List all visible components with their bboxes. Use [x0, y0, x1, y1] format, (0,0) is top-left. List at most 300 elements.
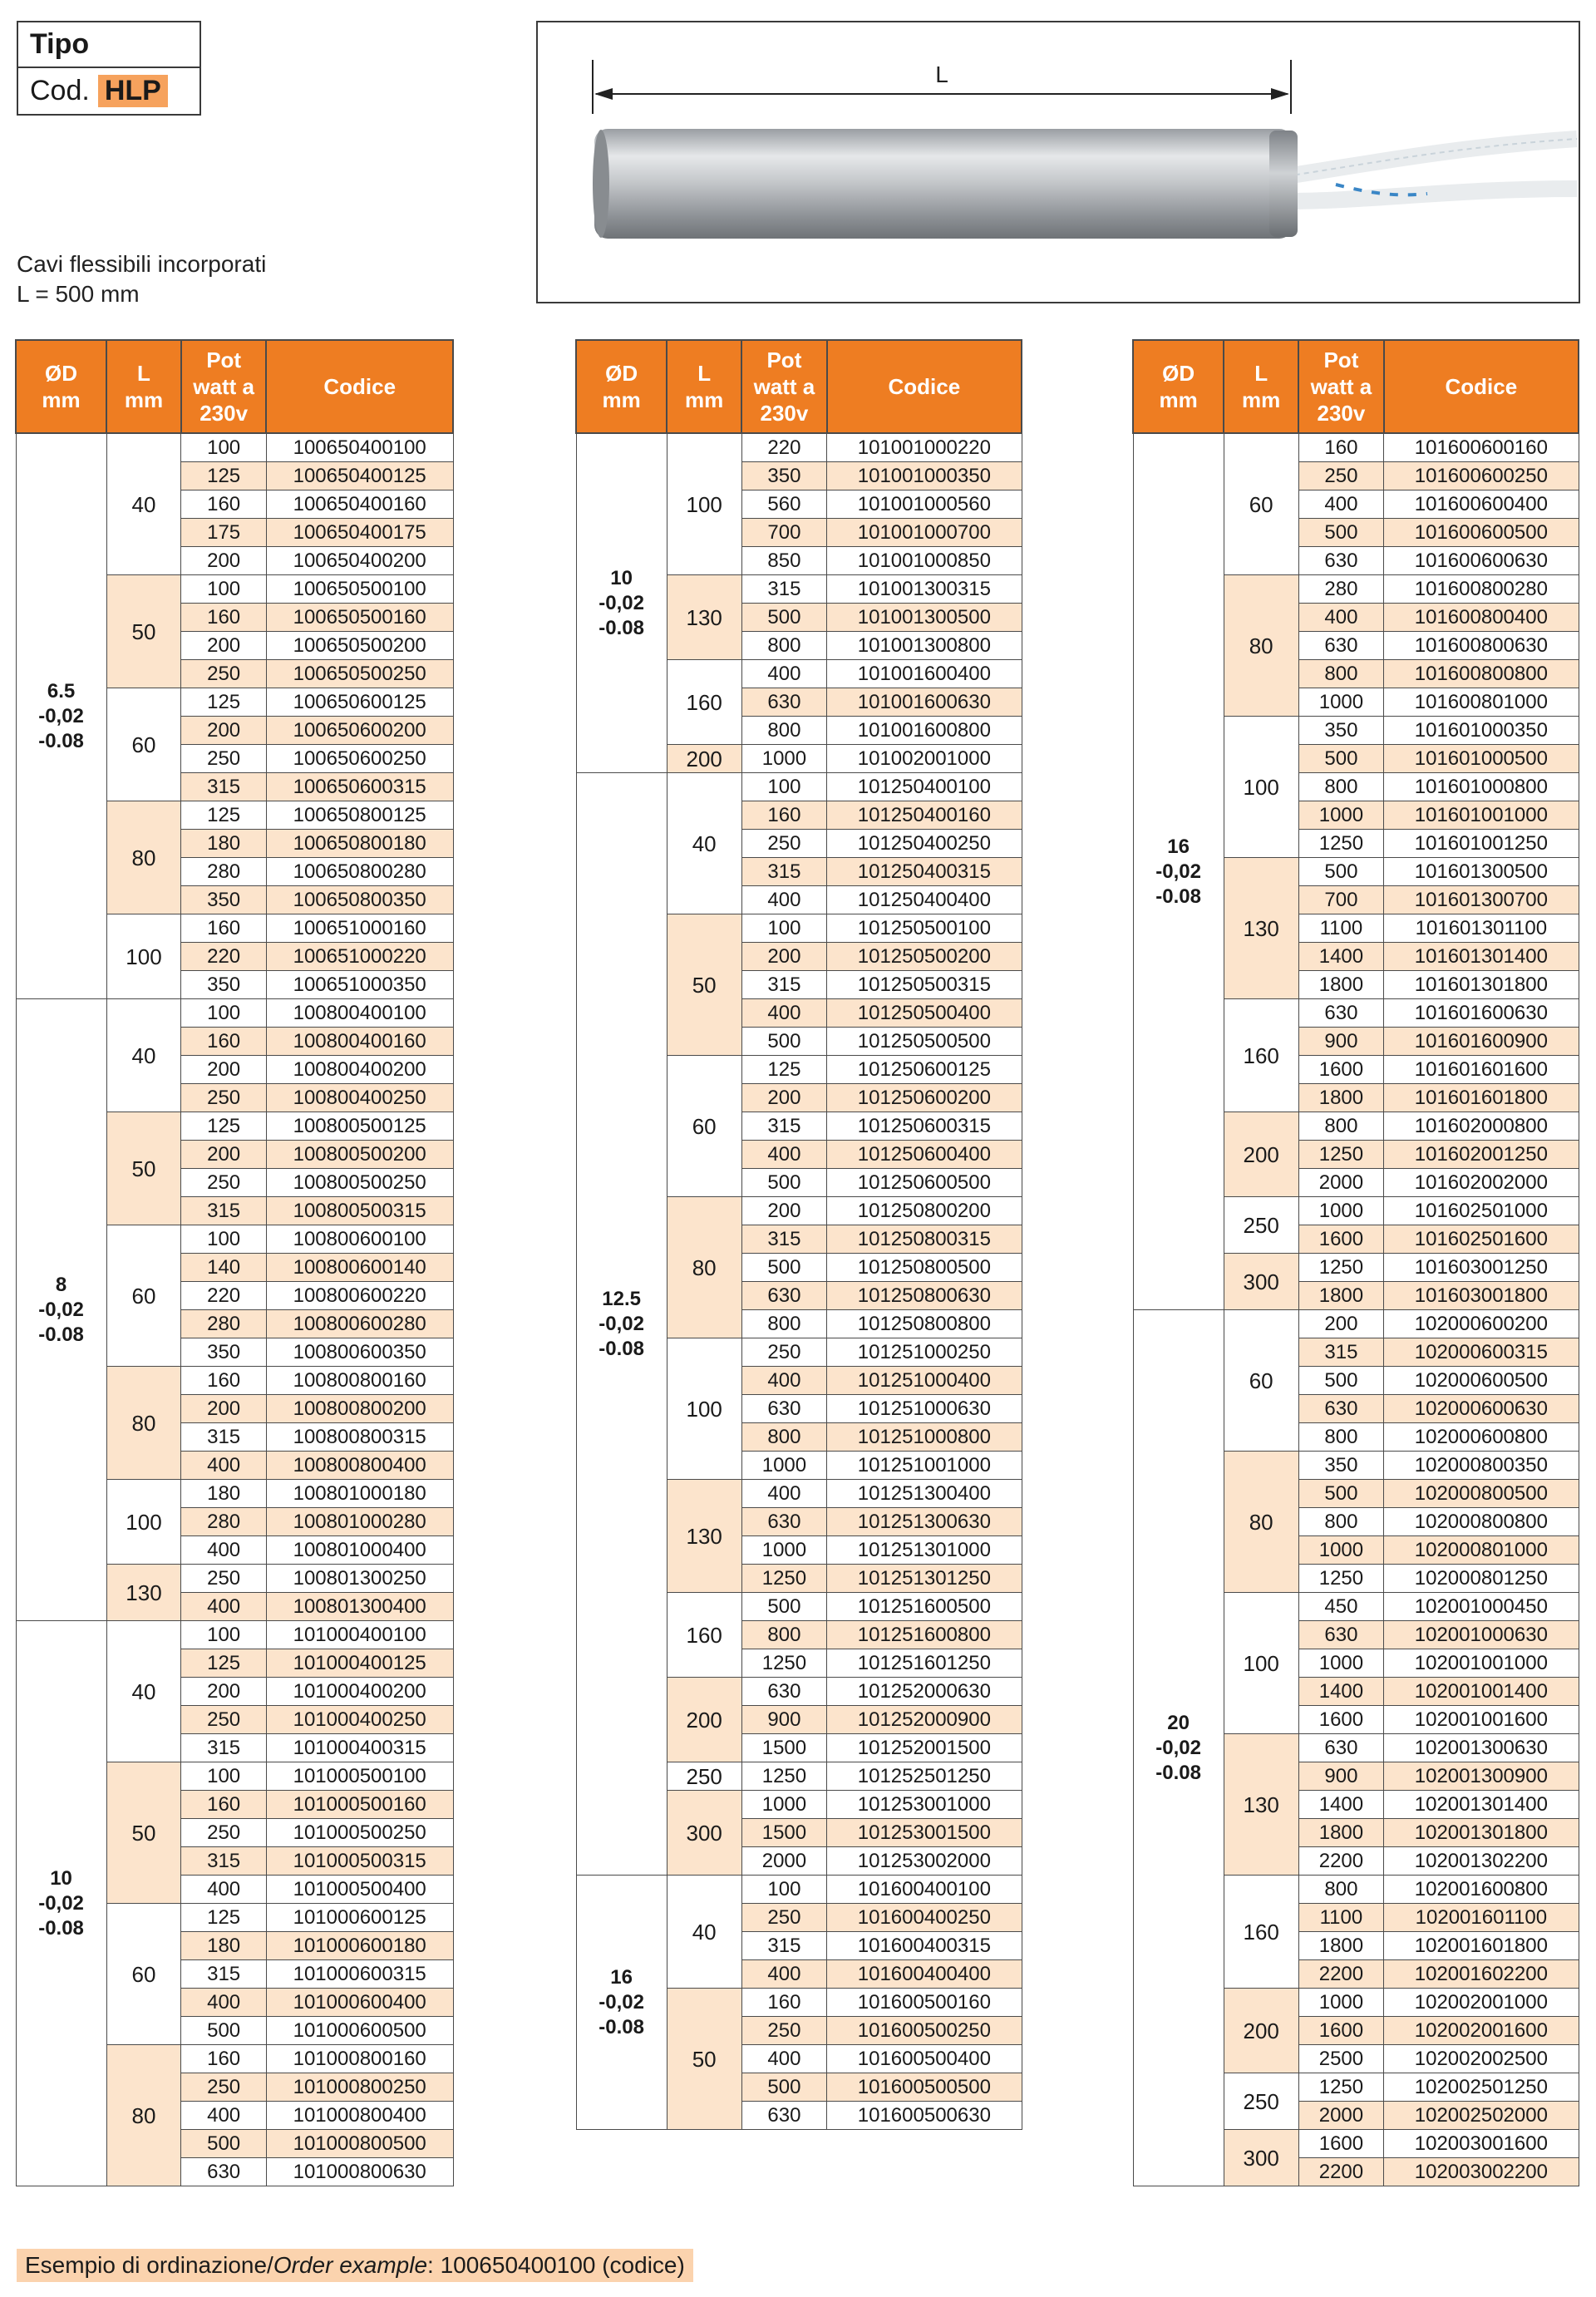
code-cell: 100800500200 — [266, 1141, 453, 1169]
code-cell: 101250600315 — [827, 1112, 1022, 1141]
code-cell: 101602000800 — [1384, 1112, 1579, 1141]
diameter-cell: 16 -0,02 -0.08 — [576, 1876, 667, 2130]
code-cell: 101602001250 — [1384, 1141, 1579, 1169]
diameter-cell: 12.5 -0,02 -0.08 — [576, 773, 667, 1876]
length-cell: 200 — [667, 1678, 741, 1762]
length-cell: 100 — [667, 433, 741, 575]
power-cell: 315 — [181, 1197, 267, 1225]
code-cell: 101251000400 — [827, 1367, 1022, 1395]
code-cell: 101000600125 — [266, 1904, 453, 1932]
code-cell: 100650400125 — [266, 462, 453, 490]
code-cell: 100650400175 — [266, 519, 453, 547]
length-cell: 130 — [1224, 1734, 1298, 1876]
code-cell: 101251001000 — [827, 1452, 1022, 1480]
power-cell: 630 — [1298, 632, 1384, 660]
code-cell: 100800400200 — [266, 1056, 453, 1084]
code-cell: 100800500315 — [266, 1197, 453, 1225]
power-cell: 1000 — [741, 745, 827, 773]
code-cell: 101601000500 — [1384, 745, 1579, 773]
power-cell: 400 — [181, 1593, 267, 1621]
power-cell: 100 — [181, 575, 267, 604]
power-cell: 100 — [181, 1225, 267, 1254]
power-cell: 200 — [1298, 1310, 1384, 1338]
code-cell: 101250600200 — [827, 1084, 1022, 1112]
power-cell: 900 — [1298, 1028, 1384, 1056]
code-cell: 101001600400 — [827, 660, 1022, 688]
power-cell: 1000 — [741, 1536, 827, 1565]
length-cell: 200 — [667, 745, 741, 773]
power-cell: 280 — [1298, 575, 1384, 604]
code-cell: 101601600900 — [1384, 1028, 1579, 1056]
power-cell: 315 — [741, 1225, 827, 1254]
length-cell: 80 — [106, 801, 181, 914]
code-cell: 102002001000 — [1384, 1989, 1579, 2017]
code-cell: 100651000160 — [266, 914, 453, 943]
diameter-cell: 16 -0,02 -0.08 — [1133, 433, 1224, 1310]
header-length: L mm — [106, 340, 181, 433]
power-cell: 125 — [181, 1112, 267, 1141]
cables-line1: Cavi flessibili incorporati — [17, 251, 267, 277]
power-cell: 400 — [741, 886, 827, 914]
power-cell: 400 — [741, 1960, 827, 1989]
code-cell: 101250800315 — [827, 1225, 1022, 1254]
order-example-suffix: : 100650400100 (codice) — [427, 2252, 685, 2278]
code-cell: 101601601600 — [1384, 1056, 1579, 1084]
code-cell: 102003001600 — [1384, 2130, 1579, 2158]
power-cell: 500 — [1298, 1480, 1384, 1508]
diameter-cell: 20 -0,02 -0.08 — [1133, 1310, 1224, 2186]
code-cell: 101601001250 — [1384, 830, 1579, 858]
power-cell: 900 — [1298, 1762, 1384, 1791]
code-cell: 101000400200 — [266, 1678, 453, 1706]
code-cell: 101253002000 — [827, 1847, 1022, 1876]
power-cell: 800 — [741, 1423, 827, 1452]
code-cell: 100800800400 — [266, 1452, 453, 1480]
power-cell: 1400 — [1298, 1678, 1384, 1706]
length-cell: 40 — [667, 773, 741, 914]
code-cell: 102001600800 — [1384, 1876, 1579, 1904]
code-cell: 102003002200 — [1384, 2158, 1579, 2186]
power-cell: 250 — [181, 1084, 267, 1112]
code-cell: 102002002500 — [1384, 2045, 1579, 2073]
code-cell: 100650600250 — [266, 745, 453, 773]
header-row — [1133, 340, 1579, 433]
code-cell: 100800600100 — [266, 1225, 453, 1254]
code-cell: 101251300400 — [827, 1480, 1022, 1508]
power-cell: 200 — [181, 1141, 267, 1169]
code-cell: 100800400100 — [266, 999, 453, 1028]
power-cell: 400 — [181, 1536, 267, 1565]
code-cell: 101253001500 — [827, 1819, 1022, 1847]
code-cell: 101000400315 — [266, 1734, 453, 1762]
power-cell: 100 — [741, 773, 827, 801]
length-cell: 130 — [1224, 858, 1298, 999]
length-cell: 100 — [1224, 717, 1298, 858]
length-cell: 100 — [667, 1338, 741, 1480]
code-cell: 101250400250 — [827, 830, 1022, 858]
length-cell: 80 — [1224, 575, 1298, 717]
product-code: HLP — [98, 75, 168, 107]
power-cell: 1800 — [1298, 1932, 1384, 1960]
power-cell: 160 — [181, 1791, 267, 1819]
code-cell: 101001000350 — [827, 462, 1022, 490]
spec-table-2 — [575, 339, 1022, 2130]
table-row — [1133, 1310, 1579, 1338]
power-cell: 180 — [181, 1480, 267, 1508]
table-row — [1133, 433, 1579, 462]
power-cell: 800 — [741, 1310, 827, 1338]
power-cell: 400 — [181, 1876, 267, 1904]
length-cell: 200 — [1224, 1112, 1298, 1197]
power-cell: 630 — [1298, 1734, 1384, 1762]
power-cell: 250 — [181, 2073, 267, 2102]
code-cell: 101001000560 — [827, 490, 1022, 519]
code-cell: 100650500200 — [266, 632, 453, 660]
code-cell: 101600500630 — [827, 2102, 1022, 2130]
code-cell: 101001000220 — [827, 433, 1022, 462]
power-cell: 315 — [741, 858, 827, 886]
code-cell: 101000600400 — [266, 1989, 453, 2017]
diameter-cell: 10 -0,02 -0.08 — [576, 433, 667, 773]
power-cell: 500 — [741, 2073, 827, 2102]
power-cell: 250 — [741, 830, 827, 858]
code-cell: 101002001000 — [827, 745, 1022, 773]
power-cell: 800 — [1298, 1876, 1384, 1904]
power-cell: 400 — [741, 999, 827, 1028]
code-cell: 101600600630 — [1384, 547, 1579, 575]
power-cell: 315 — [181, 1423, 267, 1452]
power-cell: 250 — [181, 1706, 267, 1734]
power-cell: 800 — [1298, 1423, 1384, 1452]
code-cell: 101600500160 — [827, 1989, 1022, 2017]
code-cell: 102000600800 — [1384, 1423, 1579, 1452]
power-cell: 1000 — [1298, 688, 1384, 717]
length-cell: 300 — [1224, 2130, 1298, 2186]
code-cell: 100650800280 — [266, 858, 453, 886]
power-cell: 200 — [181, 1678, 267, 1706]
power-cell: 500 — [741, 1169, 827, 1197]
power-cell: 160 — [181, 490, 267, 519]
power-cell: 100 — [181, 433, 267, 462]
power-cell: 2000 — [1298, 2102, 1384, 2130]
table-row — [16, 433, 453, 462]
code-cell: 101252501250 — [827, 1762, 1022, 1791]
power-cell: 400 — [181, 2102, 267, 2130]
power-cell: 500 — [741, 1593, 827, 1621]
code-cell: 100801300250 — [266, 1565, 453, 1593]
order-example-italic: Order example — [273, 2252, 428, 2278]
power-cell: 1250 — [1298, 1141, 1384, 1169]
power-cell: 315 — [181, 1734, 267, 1762]
power-cell: 160 — [181, 914, 267, 943]
power-cell: 1250 — [1298, 1565, 1384, 1593]
code-cell: 100651000220 — [266, 943, 453, 971]
length-cell: 300 — [1224, 1254, 1298, 1310]
code-cell: 100801000280 — [266, 1508, 453, 1536]
code-cell: 101603001250 — [1384, 1254, 1579, 1282]
power-cell: 1000 — [741, 1791, 827, 1819]
power-cell: 125 — [181, 462, 267, 490]
header-length: L mm — [667, 340, 741, 433]
power-cell: 100 — [181, 1621, 267, 1649]
power-cell: 800 — [1298, 773, 1384, 801]
power-cell: 1000 — [1298, 1649, 1384, 1678]
length-cell: 160 — [667, 660, 741, 745]
code-cell: 100800600350 — [266, 1338, 453, 1367]
code-cell: 102001302200 — [1384, 1847, 1579, 1876]
code-cell: 100801000180 — [266, 1480, 453, 1508]
power-cell: 500 — [181, 2130, 267, 2158]
power-cell: 800 — [1298, 660, 1384, 688]
code-cell: 101251000250 — [827, 1338, 1022, 1367]
power-cell: 1500 — [741, 1734, 827, 1762]
code-cell: 101600400400 — [827, 1960, 1022, 1989]
power-cell: 800 — [1298, 1508, 1384, 1536]
header-diameter: ØD mm — [576, 340, 667, 433]
diameter-cell: 10 -0,02 -0.08 — [16, 1621, 106, 2186]
power-cell: 2200 — [1298, 1960, 1384, 1989]
code-cell: 101250400400 — [827, 886, 1022, 914]
power-cell: 1000 — [741, 1452, 827, 1480]
length-cell: 130 — [667, 1480, 741, 1593]
length-cell: 60 — [106, 1904, 181, 2045]
power-cell: 800 — [741, 717, 827, 745]
code-cell: 101600800400 — [1384, 604, 1579, 632]
spec-table-1 — [15, 339, 454, 2186]
power-cell: 250 — [181, 1565, 267, 1593]
power-cell: 160 — [181, 1028, 267, 1056]
code-cell: 100650500250 — [266, 660, 453, 688]
code-cell: 101000600500 — [266, 2017, 453, 2045]
spec-table-3 — [1132, 339, 1579, 2186]
length-cell: 50 — [106, 575, 181, 688]
power-cell: 1000 — [1298, 1536, 1384, 1565]
code-cell: 101000800250 — [266, 2073, 453, 2102]
power-cell: 350 — [181, 1338, 267, 1367]
length-cell: 60 — [1224, 1310, 1298, 1452]
power-cell: 500 — [1298, 858, 1384, 886]
code-cell: 101000800400 — [266, 2102, 453, 2130]
code-cell: 101600800280 — [1384, 575, 1579, 604]
code-cell: 101600600500 — [1384, 519, 1579, 547]
code-cell: 102001300900 — [1384, 1762, 1579, 1791]
power-cell: 700 — [741, 519, 827, 547]
order-example — [17, 2249, 693, 2282]
code-cell: 101602002000 — [1384, 1169, 1579, 1197]
length-cell: 160 — [1224, 999, 1298, 1112]
power-cell: 630 — [741, 1508, 827, 1536]
table-row — [576, 433, 1022, 462]
code-cell: 101000800500 — [266, 2130, 453, 2158]
length-cell: 40 — [667, 1876, 741, 1989]
code-cell: 101600500500 — [827, 2073, 1022, 2102]
power-cell: 350 — [1298, 717, 1384, 745]
cables-line2: L = 500 mm — [17, 281, 140, 307]
power-cell: 350 — [1298, 1452, 1384, 1480]
power-cell: 180 — [181, 1932, 267, 1960]
length-dimension-label: L — [935, 62, 948, 87]
power-cell: 400 — [1298, 604, 1384, 632]
power-cell: 315 — [741, 971, 827, 999]
length-cell: 50 — [106, 1112, 181, 1225]
power-cell: 500 — [741, 1254, 827, 1282]
power-cell: 800 — [1298, 1112, 1384, 1141]
header-code: Codice — [1384, 340, 1579, 433]
code-cell: 101601300500 — [1384, 858, 1579, 886]
power-cell: 160 — [181, 604, 267, 632]
code-cell: 101000500160 — [266, 1791, 453, 1819]
power-cell: 400 — [741, 1480, 827, 1508]
length-cell: 80 — [106, 1367, 181, 1480]
power-cell: 200 — [181, 632, 267, 660]
code-cell: 101000500315 — [266, 1847, 453, 1876]
code-cell: 101000500400 — [266, 1876, 453, 1904]
header-length: L mm — [1224, 340, 1298, 433]
cartridge-heater-drawing — [538, 22, 1579, 302]
power-cell: 400 — [741, 1141, 827, 1169]
code-cell: 100650400100 — [266, 433, 453, 462]
power-cell: 500 — [1298, 745, 1384, 773]
power-cell: 1800 — [1298, 971, 1384, 999]
code-cell: 101250500500 — [827, 1028, 1022, 1056]
length-cell: 60 — [106, 1225, 181, 1367]
code-cell: 101600500400 — [827, 2045, 1022, 2073]
power-cell: 900 — [741, 1706, 827, 1734]
diameter-cell: 8 -0,02 -0.08 — [16, 999, 106, 1621]
table-row — [576, 1876, 1022, 1904]
power-cell: 180 — [181, 830, 267, 858]
code-cell: 102001301400 — [1384, 1791, 1579, 1819]
power-cell: 500 — [1298, 519, 1384, 547]
code-cell: 101000600180 — [266, 1932, 453, 1960]
header-power: Pot watt a 230v — [1298, 340, 1384, 433]
code-cell: 101251301000 — [827, 1536, 1022, 1565]
power-cell: 630 — [1298, 547, 1384, 575]
power-cell: 315 — [741, 575, 827, 604]
code-cell: 101250400315 — [827, 858, 1022, 886]
code-cell: 102002001600 — [1384, 2017, 1579, 2045]
length-cell: 40 — [106, 433, 181, 575]
code-cell: 102001602200 — [1384, 1960, 1579, 1989]
power-cell: 350 — [741, 462, 827, 490]
code-cell: 101600801000 — [1384, 688, 1579, 717]
length-cell: 50 — [667, 1989, 741, 2130]
header-power: Pot watt a 230v — [181, 340, 267, 433]
code-cell: 101001300315 — [827, 575, 1022, 604]
code-cell: 101601600630 — [1384, 999, 1579, 1028]
power-cell: 400 — [741, 660, 827, 688]
power-cell: 630 — [741, 2102, 827, 2130]
power-cell: 2000 — [1298, 1169, 1384, 1197]
code-cell: 101600400250 — [827, 1904, 1022, 1932]
power-cell: 1100 — [1298, 914, 1384, 943]
code-cell: 101601001000 — [1384, 801, 1579, 830]
code-row — [18, 68, 200, 114]
power-cell: 400 — [181, 1452, 267, 1480]
power-cell: 250 — [741, 1338, 827, 1367]
power-cell: 1600 — [1298, 1056, 1384, 1084]
code-cell: 101250500315 — [827, 971, 1022, 999]
code-cell: 101601300700 — [1384, 886, 1579, 914]
power-cell: 400 — [741, 1367, 827, 1395]
code-cell: 102000600315 — [1384, 1338, 1579, 1367]
code-cell: 102001601100 — [1384, 1904, 1579, 1932]
code-cell: 101001300500 — [827, 604, 1022, 632]
code-cell: 101251601250 — [827, 1649, 1022, 1678]
power-cell: 160 — [181, 1367, 267, 1395]
code-cell: 100800400160 — [266, 1028, 453, 1056]
code-cell: 101000400125 — [266, 1649, 453, 1678]
power-cell: 1100 — [1298, 1904, 1384, 1932]
power-cell: 1000 — [1298, 1989, 1384, 2017]
power-cell: 280 — [181, 1310, 267, 1338]
code-cell: 101250500100 — [827, 914, 1022, 943]
code-cell: 101250600125 — [827, 1056, 1022, 1084]
code-cell: 102000800800 — [1384, 1508, 1579, 1536]
power-cell: 1600 — [1298, 2017, 1384, 2045]
power-cell: 1600 — [1298, 2130, 1384, 2158]
code-cell: 100650500160 — [266, 604, 453, 632]
length-cell: 60 — [667, 1056, 741, 1197]
code-cell: 101603001800 — [1384, 1282, 1579, 1310]
length-cell: 100 — [106, 914, 181, 999]
code-cell: 100650600315 — [266, 773, 453, 801]
header-diameter: ØD mm — [1133, 340, 1224, 433]
code-cell: 101600400315 — [827, 1932, 1022, 1960]
power-cell: 1800 — [1298, 1084, 1384, 1112]
code-cell: 100650800350 — [266, 886, 453, 914]
length-cell: 100 — [1224, 1593, 1298, 1734]
code-cell: 101251000800 — [827, 1423, 1022, 1452]
code-cell: 101001000700 — [827, 519, 1022, 547]
power-cell: 250 — [741, 2017, 827, 2045]
code-cell: 101000800160 — [266, 2045, 453, 2073]
header-power: Pot watt a 230v — [741, 340, 827, 433]
code-cell: 102002501250 — [1384, 2073, 1579, 2102]
code-cell: 101250800800 — [827, 1310, 1022, 1338]
power-cell: 200 — [181, 547, 267, 575]
length-cell: 130 — [106, 1565, 181, 1621]
table-row — [16, 999, 453, 1028]
code-cell: 101600500250 — [827, 2017, 1022, 2045]
power-cell: 315 — [181, 773, 267, 801]
power-cell: 1800 — [1298, 1282, 1384, 1310]
length-cell: 60 — [106, 688, 181, 801]
length-cell: 60 — [1224, 433, 1298, 575]
header-row — [16, 340, 453, 433]
power-cell: 315 — [181, 1847, 267, 1876]
code-cell: 101000800630 — [266, 2158, 453, 2186]
power-cell: 630 — [1298, 1621, 1384, 1649]
code-cell: 101251600800 — [827, 1621, 1022, 1649]
power-cell: 200 — [181, 717, 267, 745]
code-cell: 102000600630 — [1384, 1395, 1579, 1423]
code-cell: 101000400250 — [266, 1706, 453, 1734]
code-cell: 102001001400 — [1384, 1678, 1579, 1706]
code-cell: 102000800350 — [1384, 1452, 1579, 1480]
code-cell: 100801300400 — [266, 1593, 453, 1621]
length-cell: 80 — [106, 2045, 181, 2186]
power-cell: 400 — [1298, 490, 1384, 519]
code-cell: 101250400100 — [827, 773, 1022, 801]
power-cell: 2500 — [1298, 2045, 1384, 2073]
power-cell: 140 — [181, 1254, 267, 1282]
code-cell: 100650800125 — [266, 801, 453, 830]
power-cell: 250 — [1298, 462, 1384, 490]
product-type-box — [17, 21, 201, 116]
length-cell: 40 — [106, 999, 181, 1112]
power-cell: 1250 — [741, 1565, 827, 1593]
